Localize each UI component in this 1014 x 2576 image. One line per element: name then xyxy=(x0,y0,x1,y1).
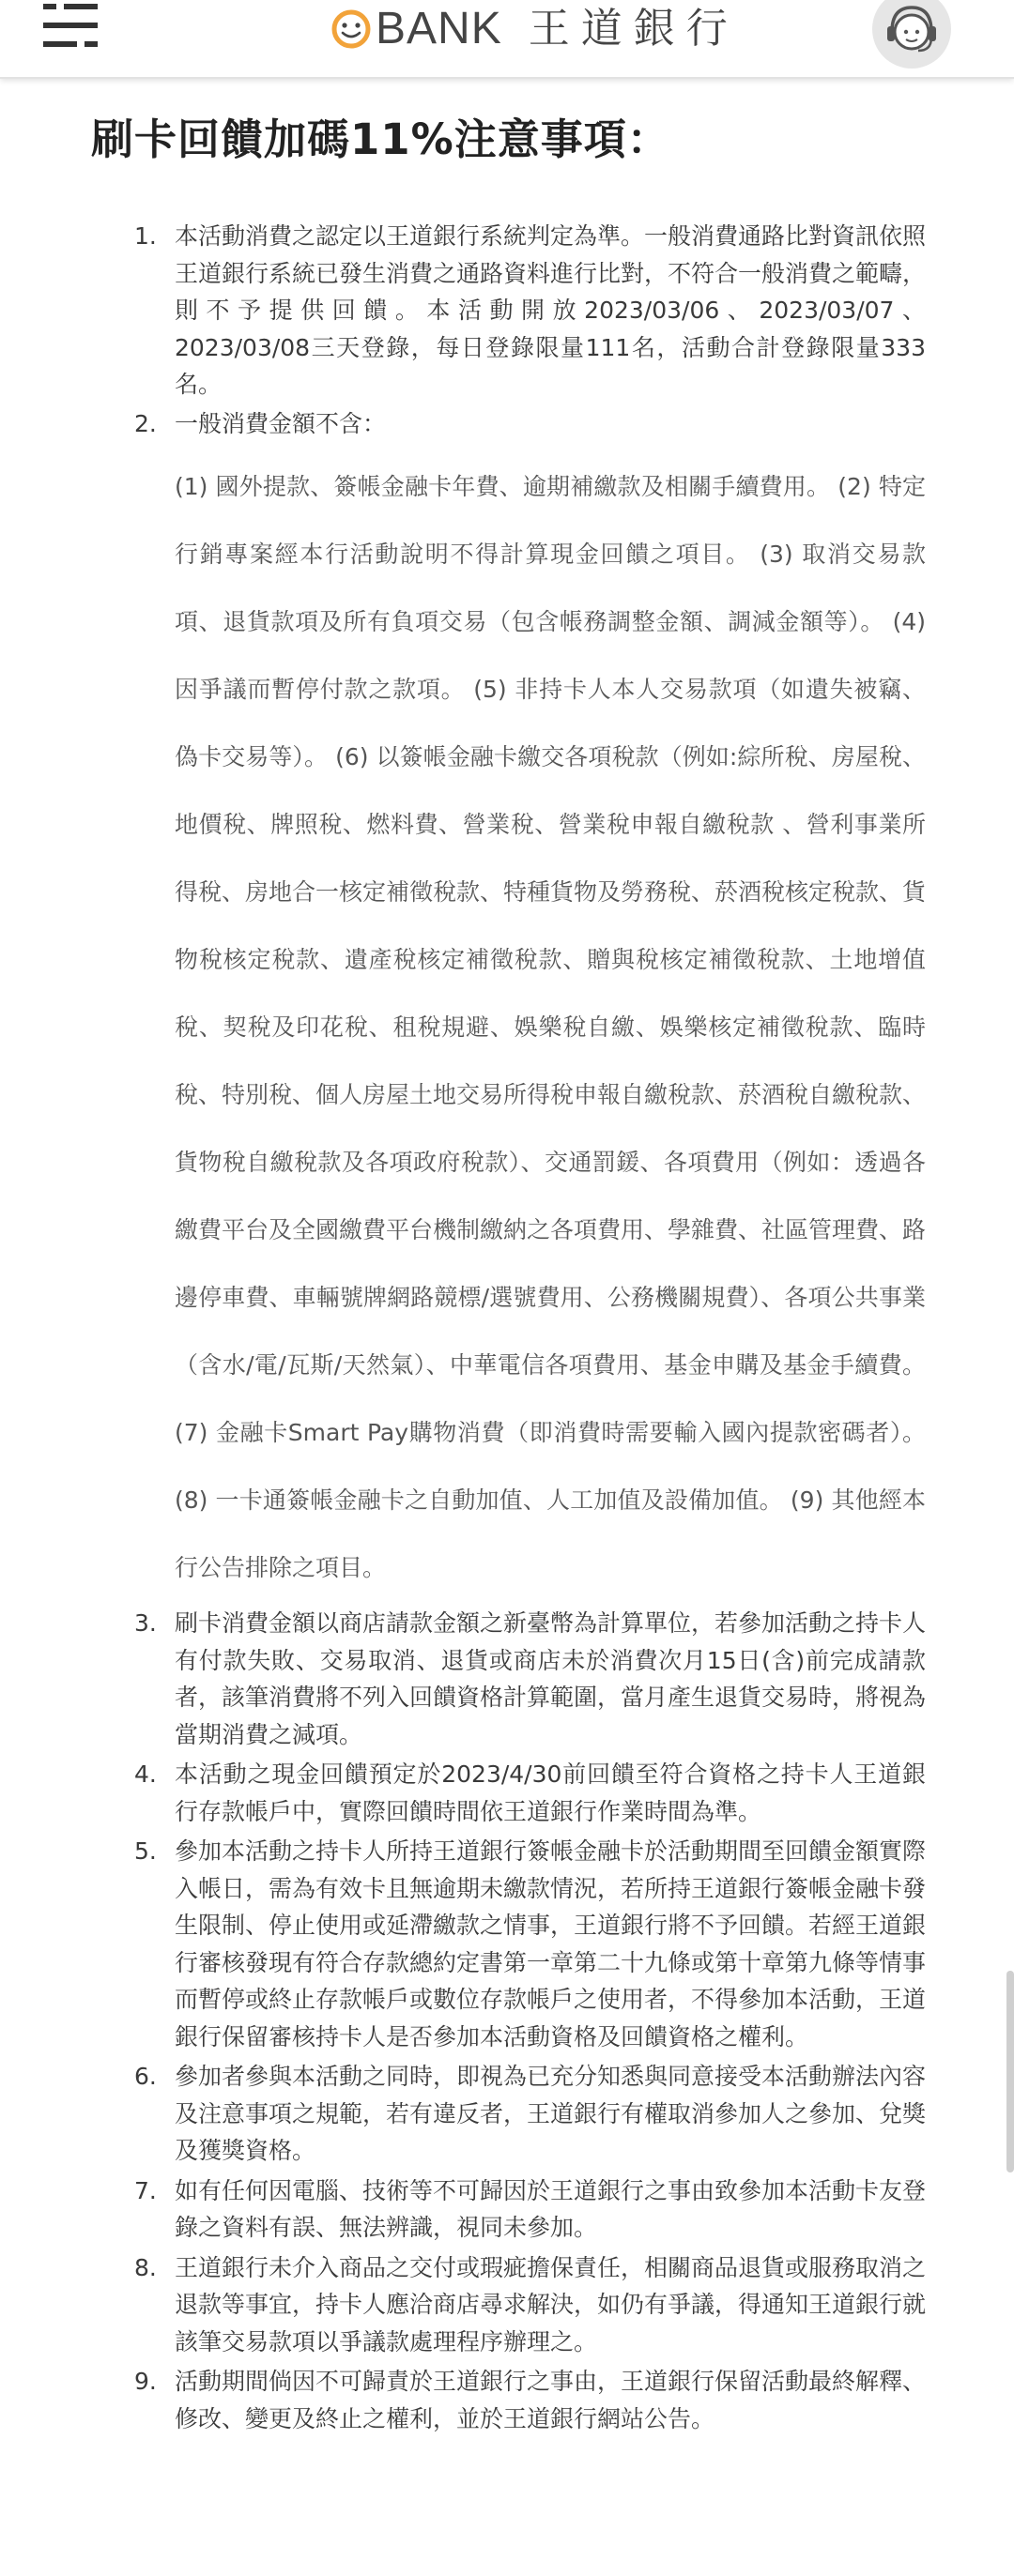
exclusion-list: (1) 國外提款、簽帳金融卡年費、逾期補繳款及相關手續費用。 (2) 特定行銷專案經本行活動說明不得計算現金回饋之項目。 (3) 取消交易款項、退貨款項及所有負項交易（包含帳務調整金額、調減金額等）。 (4) 因爭議而暫停付款之款項。 (5) 非持卡人本人交易款項（如遺失被竊、偽卡交易等）。 (6) 以簽帳金融卡繳交各項稅款（例如:綜所稅、房屋稅、地價稅、牌照稅、燃料費、營業稅、營業稅申報自繳稅款 、營利事業所得稅、房地合一核定補徵稅款、特種貨物及勞務稅、菸酒稅核定稅款、貨物稅核定稅款、遺產稅核定補徵稅款、贈與稅核定補徵稅款、土地增值稅、契稅及印花稅、租稅規避、娛樂稅自繳、娛樂核定補徵稅款、臨時稅、特別稅、個人房屋土地交易所得稅申報自繳稅款、菸酒稅自繳稅款、貨物稅自繳稅款及各項政府稅款）、交通罰鍰、各項費用（例如：透過各繳費平台及全國繳費平台機制繳納之各項費用、學雜費、社區管理費、路邊停車費、車輛號牌網路競標/選號費用、公務機關規費）、各項公共事業（含水/電/瓦斯/天然氣）、中華電信各項費用、基金申購及基金手續費。 (7) 金融卡Smart Pay購物消費（即消費時需要輸入國內提款密碼者）。 (8) 一卡通簽帳金融卡之自動加值、人工加值及設備加值。 (9) 其他經本行公告排除之項目。 xyxy=(175,473,927,1581)
term-number: 5. xyxy=(134,1837,157,1865)
term-text: 王道銀行未介入商品之交付或瑕疵擔保責任，相關商品退貨或服務取消之退款等事宜，持卡人應洽商店尋求解決，如仍有爭議，得通知王道銀行就該筆交易款項以爭議款處理程序辦理之。 xyxy=(175,2253,927,2355)
term-item xyxy=(134,1756,926,1830)
term-item xyxy=(134,2172,927,2247)
term-item xyxy=(134,1833,927,2055)
term-number: 6. xyxy=(134,2063,157,2090)
term-text: 本活動之現金回饋預定於2023/4/30前回饋至符合資格之持卡人王道銀行存款帳戶中，實際回饋時間依王道銀行作業時間為準。 xyxy=(175,1761,926,1825)
brand-name-zh: 王道銀行 xyxy=(528,5,739,53)
scrollbar[interactable] xyxy=(1006,1971,1014,2172)
term-number: 9. xyxy=(134,2368,157,2395)
term-number: 1. xyxy=(134,222,157,250)
menu-icon[interactable] xyxy=(39,0,101,54)
term-number: 3. xyxy=(134,1609,157,1637)
term-text: 參加本活動之持卡人所持王道銀行簽帳金融卡於活動期間至回饋金額實際入帳日，需為有效卡且無逾期未繳款情況，若所持王道銀行簽帳金融卡發生限制、停止使用或延滯繳款之情事，王道銀行將不予回饋。若經王道銀行審核發現有符合存款總約定書第一章第二十九條或第十章第九條等情事而暫停或終止存款帳戶或數位存款帳戶之使用者，不得參加本活動，王道銀行保留審核持卡人是否參加本活動資格及回饋資格之權利。 xyxy=(175,1837,927,2050)
smile-logo-icon xyxy=(330,8,372,50)
term-number: 7. xyxy=(134,2176,157,2204)
term-text: 刷卡消費金額以商店請款金額之新臺幣為計算單位，若參加活動之持卡人有付款失敗、交易取消、退貨或商店未於消費次月15日(含)前完成請款者，該筆消費將不列入回饋資格計算範圍，當月產生退貨交易時，將視為當期消費之減項。 xyxy=(175,1609,927,1748)
term-item xyxy=(134,2249,927,2361)
term-text: 本活動消費之認定以王道銀行系統判定為準。一般消費通路比對資訊依照王道銀行系統已發生消費之通路資料進行比對，不符合一般消費之範疇，則不予提供回饋。本活動開放2023/03/06、2023/03/07、2023/03/08三天登錄，每日登錄限量111名，活動合計登錄限量333名。 xyxy=(175,222,927,398)
page-title: 刷卡回饋加碼11%注意事項： xyxy=(91,114,670,164)
term-number: 8. xyxy=(134,2253,157,2281)
term-item xyxy=(134,218,927,404)
term-item xyxy=(134,2363,927,2437)
term-number: 2. xyxy=(134,409,157,437)
top-header xyxy=(0,0,1014,79)
term-text: 一般消費金額不含： xyxy=(175,409,387,437)
term-text: 活動期間倘因不可歸責於王道銀行之事由，王道銀行保留活動最終解釋、修改、變更及終止之權利，並於王道銀行網站公告。 xyxy=(175,2368,927,2432)
terms-list xyxy=(134,218,927,2440)
term-item xyxy=(134,2058,927,2170)
brand-name: BANK xyxy=(376,4,502,53)
term-text: 如有任何因電腦、技術等不可歸因於王道銀行之事由致參加本活動卡友登錄之資料有誤、無法辨識，視同未參加。 xyxy=(175,2176,927,2241)
term-item xyxy=(134,405,927,1603)
customer-service-icon[interactable] xyxy=(871,0,952,69)
term-number: 4. xyxy=(134,1761,157,1788)
term-item xyxy=(134,1605,927,1753)
obank-logo[interactable] xyxy=(330,0,739,58)
term-text: 參加者參與本活動之同時，即視為已充分知悉與同意接受本活動辦法內容及注意事項之規範，若有違反者，王道銀行有權取消參加人之參加、兌獎及獲獎資格。 xyxy=(175,2063,927,2164)
